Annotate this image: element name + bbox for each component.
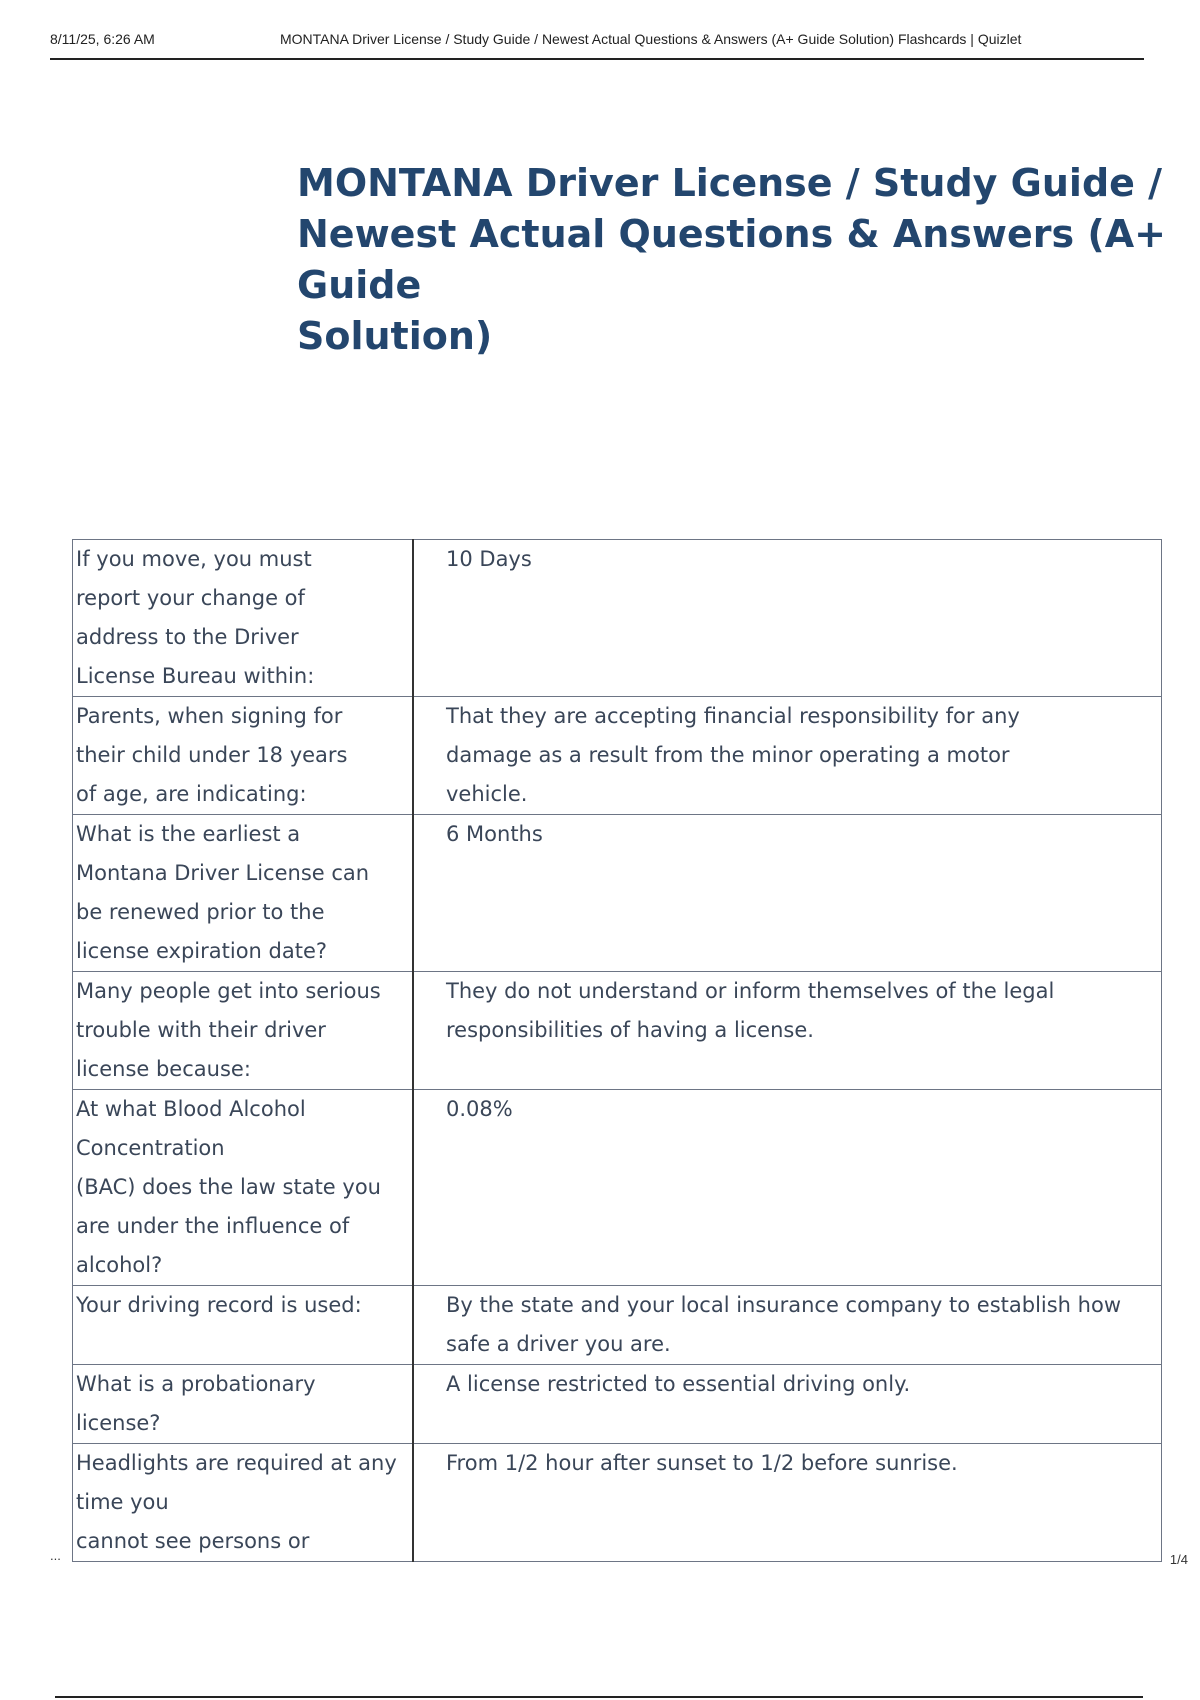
question-line: of age, are indicating: (76, 782, 307, 806)
question-line: Many people get into serious (76, 979, 381, 1003)
answer-line: vehicle. (446, 782, 528, 806)
question-line: trouble with their driver (76, 1018, 326, 1042)
flashcard-question (73, 1090, 414, 1286)
question-line: license because: (76, 1057, 251, 1081)
flashcard-table-body (73, 540, 1162, 1562)
print-date: 8/11/25, 6:26 AM (50, 31, 155, 47)
page-title-line-3: Solution) (297, 314, 493, 358)
question-line: (BAC) does the law state you (76, 1175, 381, 1199)
question-line: license expiration date? (76, 939, 328, 963)
flashcard-row (73, 697, 1162, 815)
footer-ellipsis: ... (50, 1548, 61, 1563)
answer-line: A license restricted to essential driving only. (446, 1372, 911, 1396)
question-line: Your driving record is used: (76, 1293, 362, 1317)
flashcard-answer (413, 972, 1162, 1090)
question-line: Parents, when signing for (76, 704, 343, 728)
flashcard-question (73, 815, 414, 972)
flashcard-row (73, 1090, 1162, 1286)
question-line: Montana Driver License can (76, 861, 370, 885)
question-line: If you move, you must (76, 547, 312, 571)
flashcard-row (73, 815, 1162, 972)
flashcard-question (73, 540, 414, 697)
question-line: are under the influence of (76, 1214, 350, 1238)
flashcard-answer (413, 1365, 1162, 1444)
flashcard-row (73, 1286, 1162, 1365)
page-title-line-2: Newest Actual Questions & Answers (A+ Guide (297, 212, 1166, 307)
question-line: Headlights are required at any (76, 1451, 397, 1475)
flashcard-row (73, 1444, 1162, 1562)
answer-line: From 1/2 hour after sunset to 1/2 before sunrise. (446, 1451, 958, 1475)
bottom-divider (55, 1696, 1143, 1698)
flashcard-question (73, 697, 414, 815)
question-line: cannot see persons or (76, 1529, 310, 1553)
flashcard-answer (413, 815, 1162, 972)
answer-line: 10 Days (446, 547, 532, 571)
answer-line: 0.08% (446, 1097, 513, 1121)
flashcard-question (73, 1365, 414, 1444)
flashcard-question (73, 1286, 414, 1365)
flashcard-answer (413, 540, 1162, 697)
print-document-title: MONTANA Driver License / Study Guide / Newest Actual Questions & Answers (A+ Guide Solution) Flashcards | Quizlet (280, 31, 1022, 47)
question-line: License Bureau within: (76, 664, 315, 688)
flashcard-answer (413, 697, 1162, 815)
question-line: Concentration (76, 1136, 225, 1160)
question-line: report your change of (76, 586, 305, 610)
question-line: At what Blood Alcohol (76, 1097, 306, 1121)
flashcard-row (73, 1365, 1162, 1444)
page-title-line-1: MONTANA Driver License / Study Guide / (297, 161, 1163, 205)
flashcard-row (73, 972, 1162, 1090)
answer-line: That they are accepting financial responsibility for any (446, 704, 1020, 728)
question-line: their child under 18 years (76, 743, 348, 767)
flashcard-table (72, 539, 1162, 1562)
answer-line: They do not understand or inform themselves of the legal (446, 979, 1055, 1003)
answer-line: damage as a result from the minor operating a motor (446, 743, 1010, 767)
question-line: license? (76, 1411, 161, 1435)
question-line: be renewed prior to the (76, 900, 325, 924)
page-title (297, 158, 1197, 362)
flashcard-answer (413, 1286, 1162, 1365)
flashcard-question (73, 972, 414, 1090)
answer-line: responsibilities of having a license. (446, 1018, 814, 1042)
page-number: 1/4 (1169, 1552, 1188, 1567)
answer-line: 6 Months (446, 822, 543, 846)
answer-line: safe a driver you are. (446, 1332, 671, 1356)
flashcard-question (73, 1444, 414, 1562)
flashcard-row (73, 540, 1162, 697)
question-line: time you (76, 1490, 169, 1514)
print-header (50, 28, 1144, 60)
answer-line: By the state and your local insurance company to establish how (446, 1293, 1121, 1317)
flashcard-answer (413, 1090, 1162, 1286)
flashcard-answer (413, 1444, 1162, 1562)
question-line: address to the Driver (76, 625, 299, 649)
question-line: What is a probationary (76, 1372, 316, 1396)
question-line: alcohol? (76, 1253, 163, 1277)
question-line: What is the earliest a (76, 822, 301, 846)
